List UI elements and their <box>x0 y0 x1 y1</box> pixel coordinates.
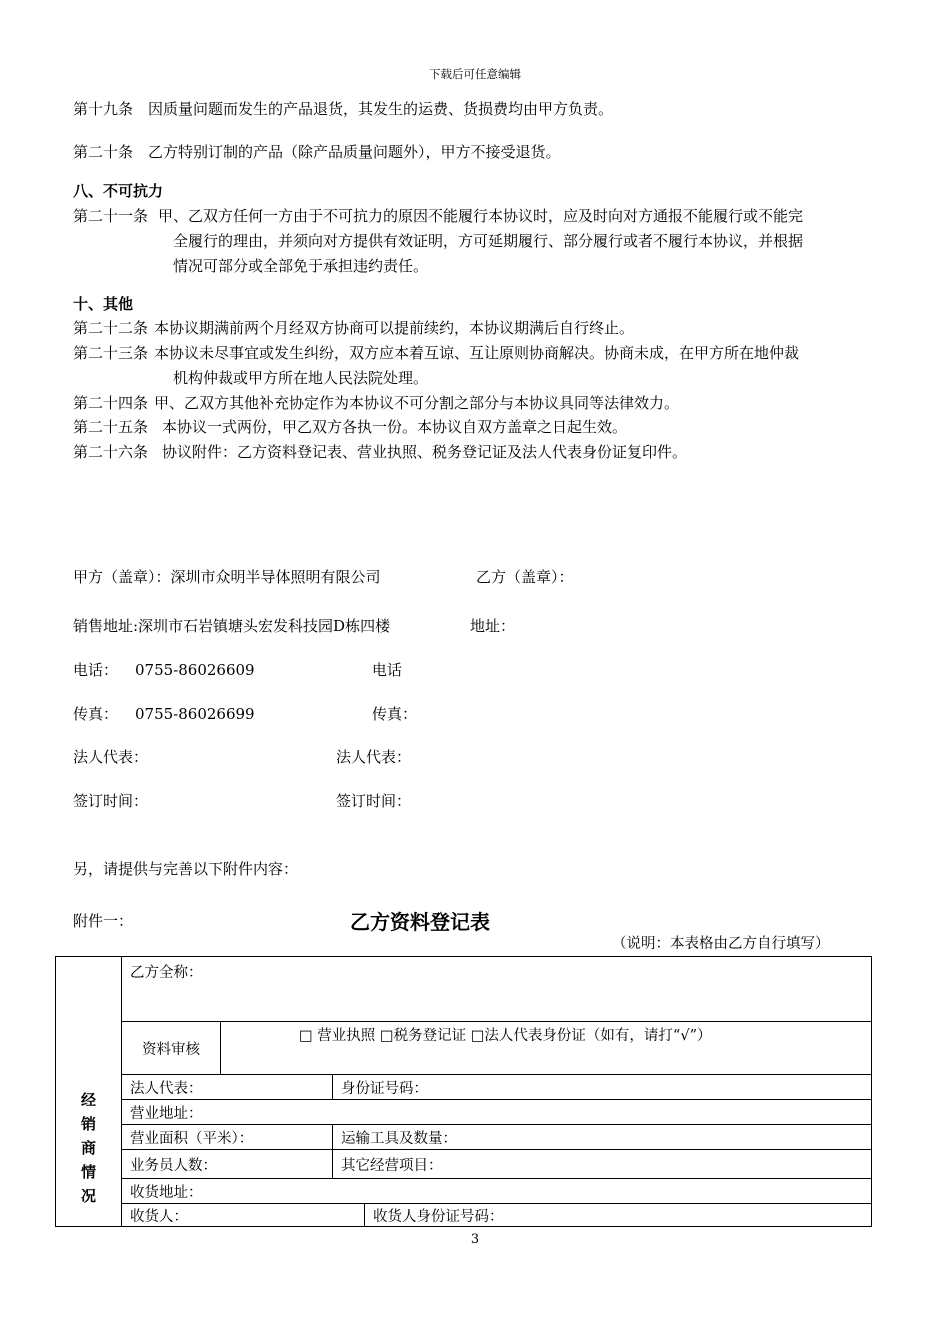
business-address-field[interactable] <box>122 1100 872 1125</box>
article-number: 第二十三条 <box>73 344 149 362</box>
review-options[interactable] <box>221 1022 872 1075</box>
party-a-sign-time: 签订时间： <box>73 792 149 810</box>
article-text-line: 甲、乙双方任何一方由于不可抗力的原因不能履行本协议时，应及时向对方通报不能履行或不能完 <box>158 207 804 225</box>
sales-address: 销售地址:深圳市石岩镇塘头宏发科技园D栋四楼 <box>73 617 391 635</box>
article-number: 第二十四条 <box>73 394 149 412</box>
article-20 <box>73 141 561 163</box>
transport-label: 运输工具及数量： <box>341 1130 457 1147</box>
other-business-field[interactable] <box>333 1150 872 1179</box>
staff-count-field[interactable] <box>122 1150 333 1179</box>
party-b-phone: 电话 <box>372 661 403 679</box>
article-text-line: 机构仲裁或甲方所在地人民法院处理。 <box>173 369 429 387</box>
section-heading-other: 十、其他 <box>73 295 134 313</box>
id-number-label: 身份证号码： <box>341 1080 428 1097</box>
party-b-fax: 传真： <box>372 705 418 723</box>
form-title: 乙方资料登记表 <box>350 910 490 934</box>
article-text-line: 本协议未尽事宜或发生纠纷，双方应本着互谅、互让原则协商解决。协商未成，在甲方所在地仲裁 <box>154 344 800 362</box>
business-area-field[interactable] <box>122 1125 333 1150</box>
article-number: 第二十二条 <box>73 319 149 337</box>
party-b-sign-time: 签订时间： <box>336 792 412 810</box>
article-number: 第二十条 <box>73 143 134 161</box>
article-number: 第二十一条 <box>73 207 149 225</box>
party-a-fax-label: 传真： <box>73 705 119 723</box>
party-a-phone: 0755-86026609 <box>135 661 255 679</box>
party-a-legal-rep: 法人代表： <box>73 748 149 766</box>
dealer-info-side-label <box>56 957 122 1227</box>
receiving-address-label: 收货地址： <box>130 1184 203 1201</box>
review-label: 资料审核 <box>122 1022 221 1075</box>
attachments-intro: 另，请提供与完善以下附件内容： <box>73 860 299 878</box>
article-19 <box>73 98 613 120</box>
side-char: 经 <box>80 1090 96 1109</box>
registration-form <box>55 956 872 1227</box>
transport-field[interactable] <box>333 1125 872 1150</box>
form-note: （说明：本表格由乙方自行填写） <box>612 936 830 952</box>
receiver-id-field[interactable] <box>365 1204 872 1227</box>
review-options-text: □ 营业执照 □税务登记证 □法人代表身份证（如有，请打“√”） <box>299 1028 712 1044</box>
article-text: 甲、乙双方其他补充协定作为本协议不可分割之部分与本协议具同等法律效力。 <box>154 394 680 412</box>
party-b-legal-rep: 法人代表： <box>336 748 412 766</box>
business-area-label: 营业面积（平米）： <box>130 1130 254 1147</box>
full-name-label: 乙方全称： <box>130 965 203 981</box>
legal-rep-label: 法人代表： <box>130 1080 203 1097</box>
receiver-field[interactable] <box>122 1204 365 1227</box>
party-b-address: 地址： <box>470 617 516 635</box>
page-header: 下载后可任意编辑 <box>429 67 521 81</box>
party-a-phone-label: 电话： <box>73 661 119 679</box>
article-24 <box>73 392 679 414</box>
receiver-label: 收货人： <box>130 1208 188 1225</box>
article-21 <box>73 205 803 227</box>
article-text: 乙方特别订制的产品（除产品质量问题外），甲方不接受退货。 <box>148 143 561 161</box>
other-business-label: 其它经营项目： <box>341 1157 443 1174</box>
business-address-label: 营业地址： <box>130 1105 203 1122</box>
receiving-address-field[interactable] <box>122 1179 872 1204</box>
article-number: 第二十六条 <box>73 443 149 461</box>
article-number: 第二十五条 <box>73 418 149 436</box>
article-23 <box>73 342 799 364</box>
id-number-field[interactable] <box>333 1075 872 1100</box>
receiver-id-label: 收货人身份证号码： <box>373 1208 504 1225</box>
full-name-field[interactable] <box>122 957 872 1022</box>
page-number: 3 <box>470 1232 480 1247</box>
article-26 <box>73 441 687 463</box>
side-char: 商 <box>80 1138 96 1157</box>
article-text: 本协议一式两份，甲乙双方各执一份。本协议自双方盖章之日起生效。 <box>162 418 628 436</box>
attachment-label: 附件一： <box>73 912 134 930</box>
article-25 <box>73 416 627 438</box>
article-text: 本协议期满前两个月经双方协商可以提前续约，本协议期满后自行终止。 <box>154 319 635 337</box>
staff-count-label: 业务员人数： <box>130 1157 217 1174</box>
article-text: 因质量问题而发生的产品退货，其发生的运费、货损费均由甲方负责。 <box>148 100 614 118</box>
side-char: 情 <box>80 1162 96 1181</box>
legal-rep-field[interactable] <box>122 1075 333 1100</box>
section-heading-force-majeure: 八、不可抗力 <box>73 182 164 200</box>
article-text-line: 情况可部分或全部免于承担违约责任。 <box>173 257 429 275</box>
article-22 <box>73 317 634 339</box>
side-char: 况 <box>80 1186 96 1205</box>
article-text-line: 全履行的理由，并须向对方提供有效证明，方可延期履行、部分履行或者不履行本协议，并根据 <box>173 232 804 250</box>
side-char: 销 <box>80 1114 96 1133</box>
party-b-seal: 乙方（盖章）： <box>476 568 574 586</box>
article-number: 第十九条 <box>73 100 134 118</box>
party-a-seal: 甲方（盖章）：深圳市众明半导体照明有限公司 <box>73 568 381 586</box>
article-text: 协议附件：乙方资料登记表、营业执照、税务登记证及法人代表身份证复印件。 <box>162 443 688 461</box>
party-a-fax: 0755-86026699 <box>135 705 255 723</box>
